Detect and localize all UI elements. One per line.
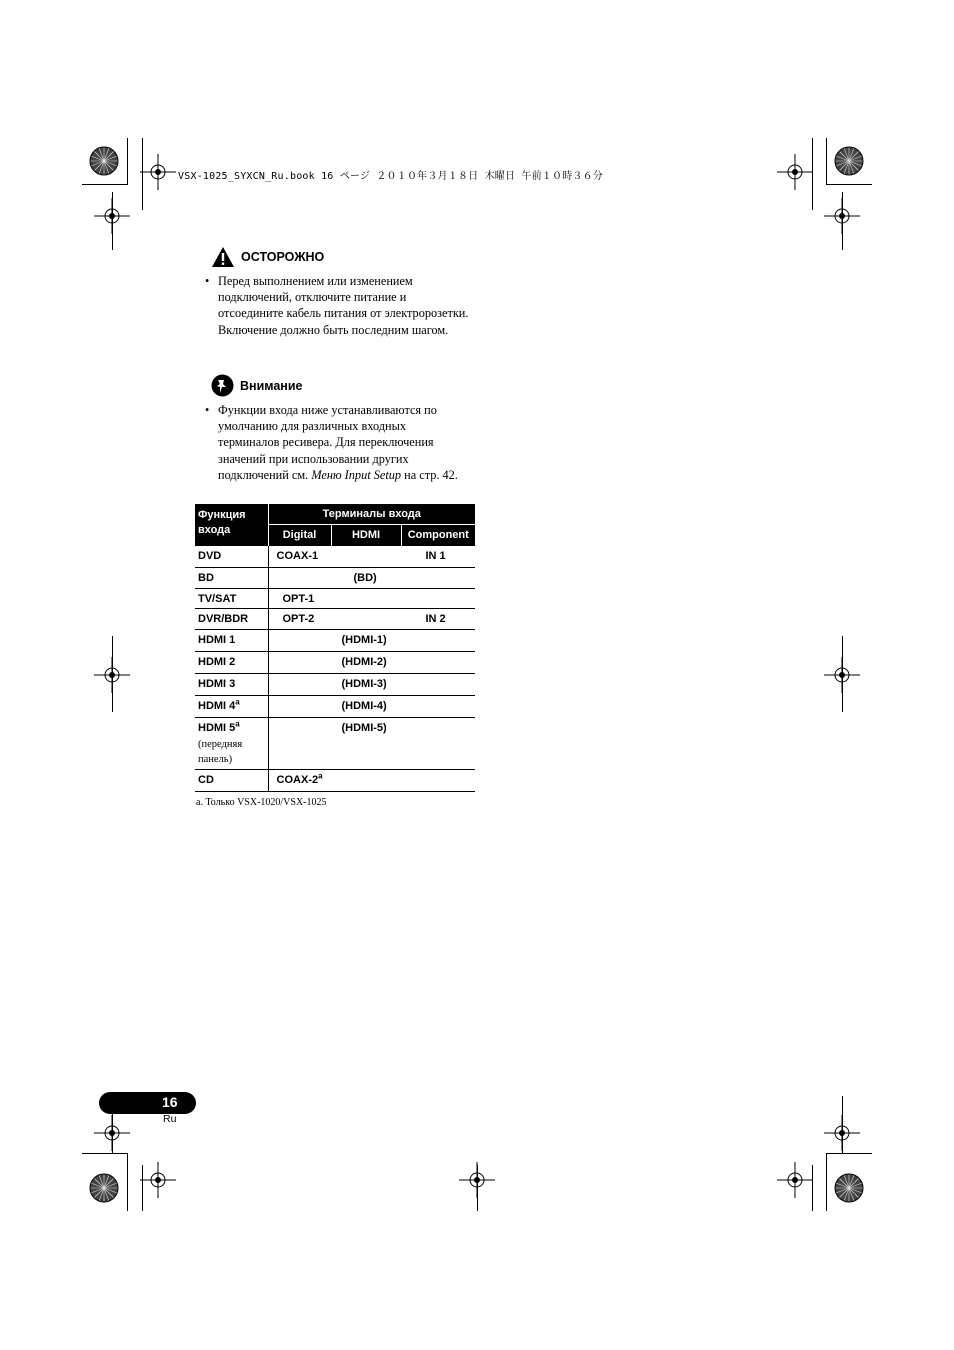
warning-bullet: • Перед выполнением или изменением подключений, отключите питание и отсоедините кабель питания от электророзетки. Включение должно быть последним шагом. — [205, 274, 469, 337]
note-title: Внимание — [240, 378, 303, 393]
cell-function — [195, 567, 268, 588]
table-row — [195, 588, 475, 608]
table-row — [195, 567, 475, 588]
page-number: 16 — [162, 1094, 178, 1110]
table-row — [195, 608, 475, 629]
cell-terminals — [268, 673, 475, 695]
cell-function — [195, 629, 268, 651]
function-label: HDMI 3 — [198, 677, 236, 690]
note-text-before: Функции входа ниже устанавливаются по умолчанию для различных входных терминалов ресивера. Для переключения значений при использовании других подключений см. — [218, 403, 437, 482]
header-col-hdmi: HDMI — [331, 524, 401, 546]
page-language: Ru — [163, 1113, 177, 1125]
cell-terminals — [268, 695, 475, 717]
cell-terminals — [268, 567, 475, 588]
table-footnote: a. Только VSX-1020/VSX-1025 — [196, 797, 327, 808]
table-row — [195, 546, 475, 567]
cell-terminals — [268, 769, 475, 791]
function-label: HDMI 1 — [198, 633, 236, 646]
cell-terminals — [268, 717, 475, 769]
note-heading — [211, 374, 302, 397]
cell-function — [195, 673, 268, 695]
cell-function — [195, 651, 268, 673]
digital-terminal — [276, 770, 323, 786]
cell-function — [195, 695, 268, 717]
note-pin-icon — [211, 374, 234, 397]
cell-function — [195, 717, 268, 769]
hdmi-terminal — [342, 700, 387, 712]
digital-terminal — [283, 593, 315, 605]
page-number-pill — [99, 1092, 196, 1114]
footnote-marker: a — [235, 718, 240, 728]
table-row — [195, 629, 475, 651]
function-label: CD — [198, 773, 214, 786]
hdmi-terminal-text: (HDMI-1) — [341, 633, 387, 646]
cell-terminals — [268, 608, 475, 629]
digital-terminal — [283, 613, 315, 625]
function-label: TV/SAT — [198, 592, 237, 605]
note-bullet: • Функции входа ниже устанавливаются по умолчанию для различных входных терминалов ресивера. Для переключения значений при использовании других подключений см. Меню Input Setup на стр. 42. — [205, 403, 458, 482]
component-terminal-text: IN 2 — [425, 612, 446, 625]
digital-terminal-text: COAX-2 — [276, 773, 319, 786]
warning-heading — [211, 246, 324, 268]
note-text-italic: Меню Input Setup — [311, 467, 402, 482]
input-terminal-table — [195, 504, 475, 792]
note-text-after: на стр. 42. — [401, 467, 458, 482]
hdmi-terminal-text: (HDMI-5) — [341, 721, 387, 734]
cell-terminals — [268, 651, 475, 673]
function-subtitle: (передняя панель) — [198, 738, 243, 765]
header-function: Функция входа — [195, 504, 268, 546]
function-label: HDMI 4 — [198, 699, 236, 712]
function-label: HDMI 2 — [198, 655, 236, 668]
digital-terminal-text: COAX-1 — [276, 550, 319, 562]
digital-terminal-text: OPT-2 — [282, 612, 315, 625]
hdmi-terminal — [354, 572, 377, 584]
hdmi-terminal — [342, 722, 387, 734]
table-row — [195, 717, 475, 769]
function-label: HDMI 5 — [198, 721, 236, 734]
digital-terminal-text: OPT-1 — [282, 592, 315, 605]
cell-function — [195, 546, 268, 567]
component-terminal — [426, 613, 446, 625]
function-label: BD — [198, 571, 214, 584]
cell-terminals — [268, 546, 475, 567]
cell-terminals — [268, 588, 475, 608]
function-label: DVR/BDR — [198, 612, 249, 625]
warning-triangle-icon — [211, 246, 235, 268]
table-row — [195, 651, 475, 673]
hdmi-terminal — [342, 678, 387, 690]
footnote-marker: a — [235, 696, 240, 706]
cell-function — [195, 608, 268, 629]
print-header: VSX-1025_SYXCN_Ru.book 16 ページ ２０１０年３月１８日 木曜日 午前１０時３６分 — [178, 171, 603, 182]
header-col-digital: Digital — [268, 524, 331, 546]
hdmi-terminal — [342, 634, 387, 646]
warning-text: Перед выполнением или изменением подключений, отключите питание и отсоедините кабель питания от электророзетки. Включение должно быть последним шагом. — [218, 274, 469, 337]
footnote-marker: a — [318, 770, 323, 780]
header-col-component: Component — [401, 524, 475, 546]
hdmi-terminal-text: (HDMI-3) — [341, 677, 387, 690]
cell-function — [195, 769, 268, 791]
table-row — [195, 673, 475, 695]
warning-title: ОСТОРОЖНО — [241, 250, 325, 264]
function-label: DVD — [198, 550, 222, 562]
header-group: Терминалы входа — [268, 504, 475, 524]
cell-terminals — [268, 629, 475, 651]
component-terminal-text: IN 1 — [425, 550, 446, 562]
hdmi-terminal-text: (HDMI-2) — [341, 655, 387, 668]
table-row — [195, 769, 475, 791]
component-terminal — [426, 550, 446, 562]
digital-terminal — [277, 550, 319, 562]
hdmi-terminal — [342, 656, 387, 668]
cell-function — [195, 588, 268, 608]
hdmi-terminal-text: (HDMI-4) — [341, 699, 387, 712]
table-row — [195, 695, 475, 717]
hdmi-terminal-text: (BD) — [353, 571, 377, 584]
